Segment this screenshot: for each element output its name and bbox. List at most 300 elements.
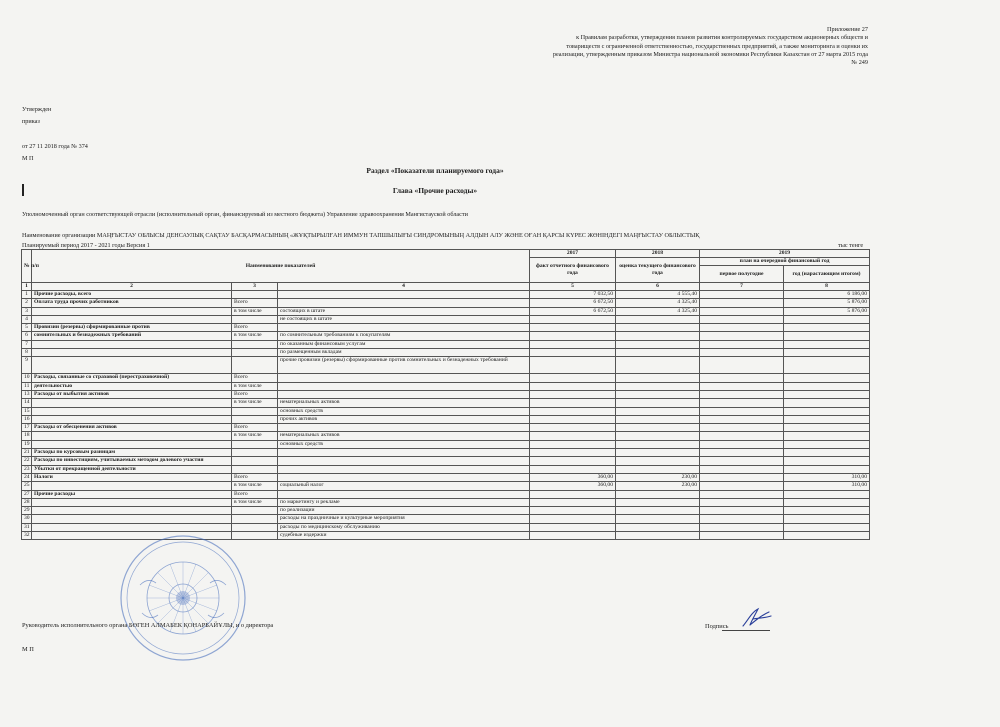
row-plan-first-half-2019 xyxy=(700,399,784,407)
row-scope-label: в том числе xyxy=(232,382,278,390)
row-number: 16 xyxy=(22,415,32,423)
header-year-2018: 2018 xyxy=(616,250,700,258)
row-fact-2017 xyxy=(530,415,616,423)
row-fact-2017 xyxy=(530,515,616,523)
row-subitem-label: расходы на праздничные и культурные мероприятия xyxy=(278,515,530,523)
row-plan-year-2019 xyxy=(784,440,870,448)
row-subitem-label xyxy=(278,324,530,332)
table-row xyxy=(22,332,870,340)
row-number: 1 xyxy=(22,291,32,299)
row-fact-2017: 360,00 xyxy=(530,473,616,481)
row-plan-year-2019 xyxy=(784,507,870,515)
header-number: № п/п xyxy=(22,250,32,283)
row-category-label xyxy=(32,340,232,348)
row-scope-label: в том числе xyxy=(232,498,278,506)
row-subitem-label xyxy=(278,299,530,307)
row-scope-label xyxy=(232,357,278,374)
appendix-line: к Правилам разработки, утверждения планов развития контролируемых государством акционерных обществ и xyxy=(576,34,868,42)
row-scope-label xyxy=(232,449,278,457)
appendix-line: № 249 xyxy=(851,59,868,67)
table-row xyxy=(22,449,870,457)
header-indicator-name: Наименование показателей xyxy=(32,250,530,283)
col-index: 4 xyxy=(278,283,530,291)
row-number: 18 xyxy=(22,432,32,440)
row-category-label: Расходы, связанные со страховой (перестраховочной) xyxy=(32,374,232,382)
row-category-label xyxy=(32,523,232,531)
table-row xyxy=(22,340,870,348)
row-plan-first-half-2019 xyxy=(700,432,784,440)
row-number: 23 xyxy=(22,465,32,473)
row-scope-label xyxy=(232,457,278,465)
row-category-label: Провизии (резервы) сформированные против xyxy=(32,324,232,332)
row-fact-2017: 7 032,50 xyxy=(530,291,616,299)
row-category-label: Расходы по курсовым разницам xyxy=(32,449,232,457)
row-subitem-label xyxy=(278,457,530,465)
currency-unit: тыс тенге xyxy=(838,242,864,249)
row-estimate-2018: 230,00 xyxy=(616,473,700,481)
row-plan-first-half-2019 xyxy=(700,374,784,382)
expenses-table xyxy=(21,249,870,540)
row-scope-label: Всего xyxy=(232,390,278,398)
row-plan-first-half-2019 xyxy=(700,482,784,490)
row-number: 5 xyxy=(22,324,32,332)
row-category-label: Налоги xyxy=(32,473,232,481)
row-plan-first-half-2019 xyxy=(700,390,784,398)
row-plan-first-half-2019 xyxy=(700,349,784,357)
row-subitem-label xyxy=(278,382,530,390)
row-scope-label: в том числе xyxy=(232,399,278,407)
row-category-label xyxy=(32,507,232,515)
row-fact-2017 xyxy=(530,490,616,498)
table-row xyxy=(22,357,870,374)
table-body xyxy=(22,291,870,540)
row-number: 27 xyxy=(22,490,32,498)
row-category-label: Расходы от обесценения активов xyxy=(32,424,232,432)
row-estimate-2018 xyxy=(616,399,700,407)
col-index: 6 xyxy=(616,283,700,291)
row-plan-first-half-2019 xyxy=(700,515,784,523)
row-scope-label: в том числе xyxy=(232,307,278,315)
order-date: от 27 11 2018 года № 374 xyxy=(22,142,88,150)
row-estimate-2018 xyxy=(616,349,700,357)
row-fact-2017 xyxy=(530,399,616,407)
row-number: 4 xyxy=(22,315,32,323)
row-estimate-2018 xyxy=(616,315,700,323)
row-number: 17 xyxy=(22,424,32,432)
signature-underline xyxy=(722,630,770,631)
row-plan-year-2019 xyxy=(784,498,870,506)
row-plan-year-2019 xyxy=(784,449,870,457)
row-estimate-2018 xyxy=(616,390,700,398)
row-plan-first-half-2019 xyxy=(700,324,784,332)
row-plan-first-half-2019 xyxy=(700,415,784,423)
col-index: 7 xyxy=(700,283,784,291)
col-index: 5 xyxy=(530,283,616,291)
row-fact-2017 xyxy=(530,440,616,448)
row-estimate-2018: 4 325,40 xyxy=(616,307,700,315)
row-scope-label xyxy=(232,440,278,448)
row-plan-year-2019 xyxy=(784,399,870,407)
row-subitem-label xyxy=(278,374,530,382)
organization-line: Наименование организации МАҢҒЫСТАУ ОБЛЫСЫ ДЕНСАУЛЫҚ САҚТАУ БАСҚАРМАСЫНЫҢ «ЖҰҚТЫРЫЛҒАН ИММУН ТАПШЫЛЫҒЫ СИНДРОМЫНЫҢ АЛДЫН АЛУ ЖӘНЕ ОҒАН ҚАРСЫ КҮРЕС ЖӨНІНДЕГІ МАҢҒЫСТАУ ОБЛЫСТЫҚ xyxy=(22,232,700,239)
table-row xyxy=(22,507,870,515)
row-number: 9 xyxy=(22,357,32,374)
row-number: 21 xyxy=(22,449,32,457)
appendix-line: реализации, утвержденным приказом Министра национальной экономики Республики Казахстан от 27 марта 2015 года xyxy=(552,50,868,58)
row-estimate-2018 xyxy=(616,415,700,423)
row-number: 13 xyxy=(22,390,32,398)
row-estimate-2018 xyxy=(616,432,700,440)
row-plan-year-2019 xyxy=(784,457,870,465)
col-index: 3 xyxy=(232,283,278,291)
row-fact-2017: 6 672,50 xyxy=(530,307,616,315)
row-plan-year-2019 xyxy=(784,382,870,390)
row-subitem-label: нематериальных активов xyxy=(278,432,530,440)
section-title: Раздел «Показатели планируемого года» xyxy=(366,166,504,175)
row-category-label xyxy=(32,415,232,423)
row-plan-year-2019 xyxy=(784,523,870,531)
row-subitem-label: по реализации xyxy=(278,507,530,515)
row-plan-year-2019 xyxy=(784,340,870,348)
table-row xyxy=(22,390,870,398)
row-plan-first-half-2019 xyxy=(700,291,784,299)
header-estimate: оценка текущего финансового года xyxy=(616,258,700,283)
appendix-line: товариществ с ограниченной ответственностью, государственных предприятий, а также мониторинга и оценки их xyxy=(566,42,868,50)
row-subitem-label xyxy=(278,424,530,432)
row-category-label: Прочие расходы, всего xyxy=(32,291,232,299)
row-plan-year-2019 xyxy=(784,315,870,323)
table-row xyxy=(22,307,870,315)
row-category-label xyxy=(32,399,232,407)
table-row xyxy=(22,424,870,432)
row-fact-2017 xyxy=(530,315,616,323)
row-subitem-label xyxy=(278,490,530,498)
row-plan-first-half-2019 xyxy=(700,315,784,323)
row-fact-2017 xyxy=(530,432,616,440)
row-plan-first-half-2019 xyxy=(700,407,784,415)
row-estimate-2018 xyxy=(616,498,700,506)
row-plan-year-2019 xyxy=(784,357,870,374)
row-plan-year-2019 xyxy=(784,415,870,423)
row-fact-2017 xyxy=(530,407,616,415)
appendix-header xyxy=(448,26,868,67)
row-estimate-2018 xyxy=(616,507,700,515)
row-scope-label xyxy=(232,349,278,357)
row-subitem-label: судебные издержки xyxy=(278,532,530,540)
row-fact-2017 xyxy=(530,332,616,340)
row-scope-label: в том числе xyxy=(232,332,278,340)
row-plan-year-2019 xyxy=(784,432,870,440)
row-estimate-2018 xyxy=(616,449,700,457)
table-row xyxy=(22,473,870,481)
row-scope-label: Всего xyxy=(232,490,278,498)
row-fact-2017 xyxy=(530,523,616,531)
row-estimate-2018 xyxy=(616,357,700,374)
row-category-label xyxy=(32,407,232,415)
row-number: 31 xyxy=(22,523,32,531)
row-category-label: Оплата труда прочих работников xyxy=(32,299,232,307)
row-subitem-label xyxy=(278,473,530,481)
row-plan-year-2019: 310,00 xyxy=(784,482,870,490)
row-estimate-2018 xyxy=(616,332,700,340)
row-subitem-label: по сомнительным требованиям к покупателям xyxy=(278,332,530,340)
table-row xyxy=(22,498,870,506)
row-scope-label: в том числе xyxy=(232,482,278,490)
header-year-2017: 2017 xyxy=(530,250,616,258)
row-number: 19 xyxy=(22,440,32,448)
row-estimate-2018 xyxy=(616,465,700,473)
row-scope-label xyxy=(232,340,278,348)
row-plan-year-2019 xyxy=(784,465,870,473)
appendix-line: Приложение 27 xyxy=(827,26,868,33)
row-plan-year-2019 xyxy=(784,332,870,340)
row-scope-label xyxy=(232,515,278,523)
row-fact-2017 xyxy=(530,507,616,515)
row-category-label xyxy=(32,349,232,357)
row-subitem-label: по размещенным вкладам xyxy=(278,349,530,357)
row-subitem-label xyxy=(278,291,530,299)
row-number: 14 xyxy=(22,399,32,407)
row-number: 10 xyxy=(22,374,32,382)
row-fact-2017 xyxy=(530,324,616,332)
header-first-half: первое полугодие xyxy=(700,266,784,283)
row-estimate-2018 xyxy=(616,407,700,415)
table-row xyxy=(22,457,870,465)
table-row xyxy=(22,482,870,490)
table-row xyxy=(22,440,870,448)
row-plan-year-2019 xyxy=(784,349,870,357)
table-row xyxy=(22,374,870,382)
col-index: 1 xyxy=(22,283,32,291)
row-subitem-label xyxy=(278,465,530,473)
row-number: 8 xyxy=(22,349,32,357)
row-plan-first-half-2019 xyxy=(700,490,784,498)
row-number: 15 xyxy=(22,407,32,415)
row-subitem-label: прочих активов xyxy=(278,415,530,423)
row-fact-2017 xyxy=(530,390,616,398)
row-fact-2017: 6 672,50 xyxy=(530,299,616,307)
row-subitem-label xyxy=(278,449,530,457)
row-estimate-2018 xyxy=(616,374,700,382)
row-estimate-2018: 230,00 xyxy=(616,482,700,490)
row-estimate-2018 xyxy=(616,490,700,498)
row-plan-year-2019: 5 876,00 xyxy=(784,307,870,315)
row-scope-label: Всего xyxy=(232,424,278,432)
row-fact-2017 xyxy=(530,532,616,540)
row-plan-year-2019 xyxy=(784,515,870,523)
row-number: 3 xyxy=(22,307,32,315)
row-plan-first-half-2019 xyxy=(700,523,784,531)
row-plan-first-half-2019 xyxy=(700,457,784,465)
period-line: Планируемый период 2017 - 2021 годы Версия 1 xyxy=(22,242,150,249)
row-category-label: Убытки от прекращенной деятельности xyxy=(32,465,232,473)
col-index: 8 xyxy=(784,283,870,291)
row-subitem-label: по оказанным финансовым услугам xyxy=(278,340,530,348)
table-row xyxy=(22,399,870,407)
row-scope-label: в том числе xyxy=(232,432,278,440)
table-row xyxy=(22,291,870,299)
row-estimate-2018 xyxy=(616,324,700,332)
col-index: 2 xyxy=(32,283,232,291)
row-subitem-label: по маркетингу и рекламе xyxy=(278,498,530,506)
row-category-label xyxy=(32,440,232,448)
row-category-label xyxy=(32,482,232,490)
row-subitem-label: расходы по медицинскому обслуживанию xyxy=(278,523,530,531)
row-number: 25 xyxy=(22,482,32,490)
table-row xyxy=(22,349,870,357)
row-fact-2017 xyxy=(530,357,616,374)
row-plan-year-2019 xyxy=(784,424,870,432)
approval-block xyxy=(22,104,88,165)
row-subitem-label: состоящих в штате xyxy=(278,307,530,315)
row-subitem-label xyxy=(278,390,530,398)
row-estimate-2018 xyxy=(616,532,700,540)
row-subitem-label: нематериальных активов xyxy=(278,399,530,407)
chapter-title: Глава «Прочие расходы» xyxy=(392,186,478,195)
row-scope-label xyxy=(232,507,278,515)
table-row xyxy=(22,490,870,498)
row-plan-year-2019: 310,00 xyxy=(784,473,870,481)
row-plan-year-2019: 5 876,00 xyxy=(784,299,870,307)
row-fact-2017 xyxy=(530,349,616,357)
table-row xyxy=(22,407,870,415)
row-fact-2017 xyxy=(530,498,616,506)
row-number: 22 xyxy=(22,457,32,465)
row-fact-2017 xyxy=(530,340,616,348)
row-plan-year-2019 xyxy=(784,374,870,382)
table-row xyxy=(22,415,870,423)
row-subitem-label: прочие провизии (резервы) сформированные против сомнительных и безнадежных требований xyxy=(278,357,530,374)
table-row xyxy=(22,465,870,473)
row-fact-2017: 360,00 xyxy=(530,482,616,490)
table-row xyxy=(22,523,870,531)
row-estimate-2018: 4 325,40 xyxy=(616,299,700,307)
row-category-label: Расходы по инвестициям, учитываемых методом долевого участия xyxy=(32,457,232,465)
row-estimate-2018 xyxy=(616,515,700,523)
row-plan-year-2019 xyxy=(784,532,870,540)
stamp-place-label: М П xyxy=(22,154,34,162)
row-plan-first-half-2019 xyxy=(700,532,784,540)
header-plan: план на очередной финансовый год xyxy=(700,258,870,266)
row-subitem-label: социальный налог xyxy=(278,482,530,490)
row-plan-year-2019 xyxy=(784,407,870,415)
row-plan-year-2019 xyxy=(784,490,870,498)
row-number: 2 xyxy=(22,299,32,307)
row-category-label: деятельностью xyxy=(32,382,232,390)
header-cumulative: год (нарастающим итогом) xyxy=(784,266,870,283)
row-number: 11 xyxy=(22,382,32,390)
row-category-label: Прочие расходы xyxy=(32,490,232,498)
row-scope-label xyxy=(232,315,278,323)
row-number: 30 xyxy=(22,515,32,523)
row-plan-first-half-2019 xyxy=(700,307,784,315)
row-number: 28 xyxy=(22,498,32,506)
row-scope-label xyxy=(232,291,278,299)
row-category-label xyxy=(32,432,232,440)
row-fact-2017 xyxy=(530,465,616,473)
row-scope-label: Всего xyxy=(232,299,278,307)
signature-label: Подпись xyxy=(705,623,729,630)
row-scope-label: Всего xyxy=(232,324,278,332)
row-subitem-label: основных средств xyxy=(278,407,530,415)
row-estimate-2018 xyxy=(616,457,700,465)
order-label: приказ xyxy=(22,118,40,126)
row-number: 24 xyxy=(22,473,32,481)
row-scope-label xyxy=(232,523,278,531)
row-category-label xyxy=(32,315,232,323)
header-fact: факт отчетного финансового года xyxy=(530,258,616,283)
row-estimate-2018 xyxy=(616,382,700,390)
row-estimate-2018 xyxy=(616,340,700,348)
row-estimate-2018 xyxy=(616,523,700,531)
row-estimate-2018 xyxy=(616,424,700,432)
row-category-label xyxy=(32,498,232,506)
handwritten-signature-icon xyxy=(740,606,774,630)
row-fact-2017 xyxy=(530,457,616,465)
row-plan-first-half-2019 xyxy=(700,449,784,457)
row-fact-2017 xyxy=(530,382,616,390)
stamp-place-label-bottom: М П xyxy=(22,646,34,653)
row-plan-year-2019: 6 186,00 xyxy=(784,291,870,299)
row-fact-2017 xyxy=(530,449,616,457)
row-scope-label xyxy=(232,407,278,415)
row-subitem-label: основных средств xyxy=(278,440,530,448)
row-category-label: Расходы от выбытия активов xyxy=(32,390,232,398)
row-category-label xyxy=(32,307,232,315)
row-scope-label: Всего xyxy=(232,473,278,481)
table-row xyxy=(22,299,870,307)
row-fact-2017 xyxy=(530,374,616,382)
header-year-2019: 2019 xyxy=(700,250,870,258)
row-number: 6 xyxy=(22,332,32,340)
row-category-label: сомнительных и безнадежных требований xyxy=(32,332,232,340)
row-number: 32 xyxy=(22,532,32,540)
row-plan-year-2019 xyxy=(784,324,870,332)
row-subitem-label: не состоящих в штате xyxy=(278,315,530,323)
table-row xyxy=(22,432,870,440)
row-plan-first-half-2019 xyxy=(700,465,784,473)
row-plan-first-half-2019 xyxy=(700,440,784,448)
row-plan-first-half-2019 xyxy=(700,340,784,348)
row-scope-label xyxy=(232,465,278,473)
row-category-label xyxy=(32,357,232,374)
table-row xyxy=(22,515,870,523)
approved-label: Утвержден xyxy=(22,106,52,113)
row-plan-first-half-2019 xyxy=(700,332,784,340)
row-scope-label xyxy=(232,415,278,423)
row-plan-first-half-2019 xyxy=(700,424,784,432)
table-row xyxy=(22,315,870,323)
row-plan-first-half-2019 xyxy=(700,299,784,307)
row-scope-label: Всего xyxy=(232,374,278,382)
signatory-line: Руководитель исполнительного органа БӨГЕН АЛМАБЕК ҚОНАРБАЙҰЛЫ, и о директора xyxy=(22,622,274,629)
table-row xyxy=(22,382,870,390)
table-row xyxy=(22,324,870,332)
row-plan-year-2019 xyxy=(784,390,870,398)
row-estimate-2018: 4 555,40 xyxy=(616,291,700,299)
row-plan-first-half-2019 xyxy=(700,382,784,390)
row-plan-first-half-2019 xyxy=(700,507,784,515)
row-estimate-2018 xyxy=(616,440,700,448)
row-number: 7 xyxy=(22,340,32,348)
row-number: 29 xyxy=(22,507,32,515)
row-plan-first-half-2019 xyxy=(700,357,784,374)
official-seal-icon xyxy=(118,533,248,663)
row-plan-first-half-2019 xyxy=(700,498,784,506)
row-category-label xyxy=(32,515,232,523)
row-plan-first-half-2019 xyxy=(700,473,784,481)
row-fact-2017 xyxy=(530,424,616,432)
